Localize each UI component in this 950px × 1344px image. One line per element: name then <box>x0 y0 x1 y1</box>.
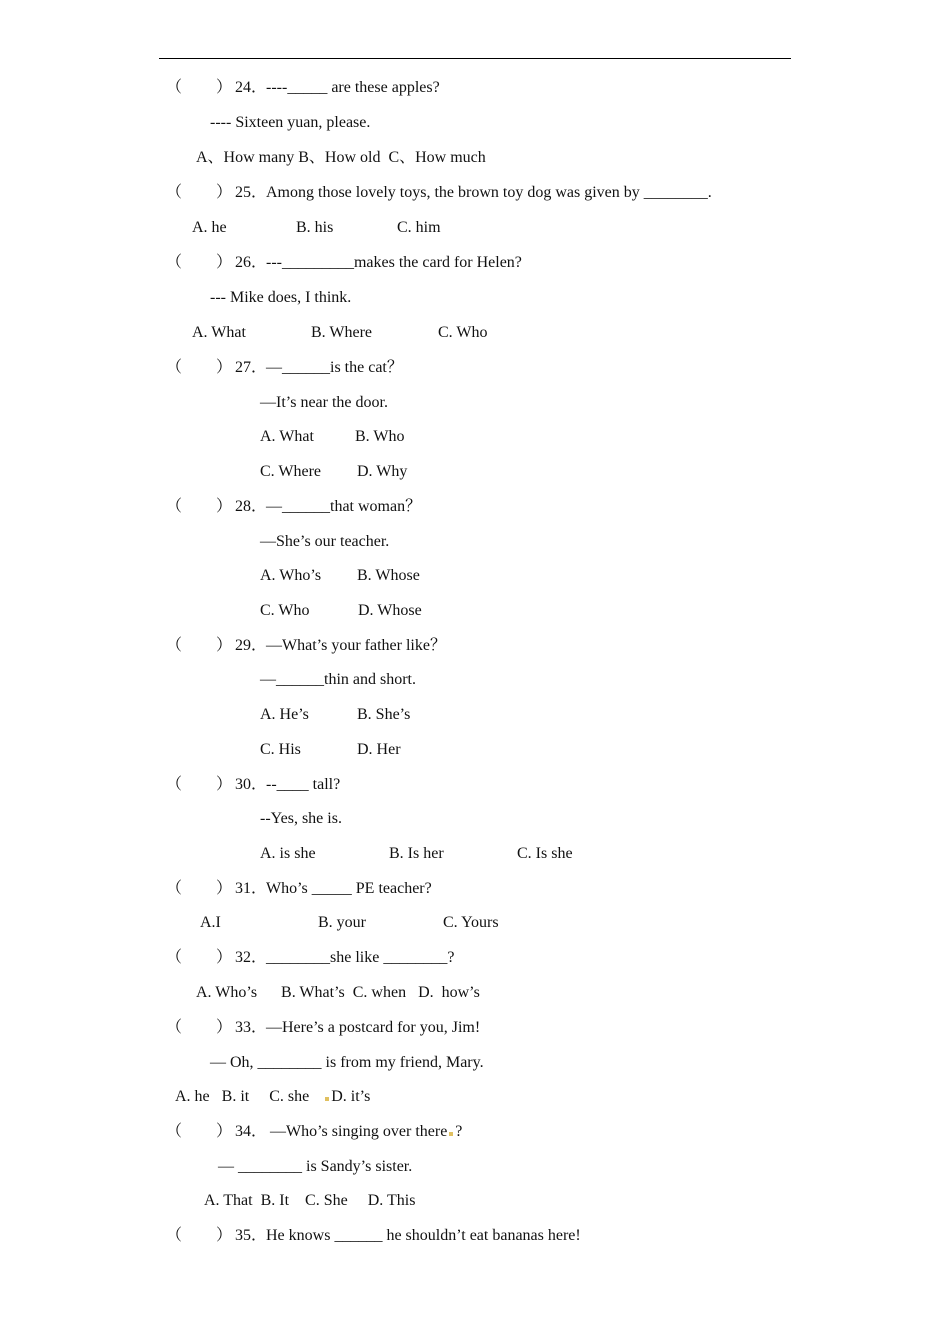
question-stem: ----_____ are these apples? <box>266 79 440 96</box>
q26-option-a: A. What <box>192 324 246 341</box>
answer-bracket[interactable]: （ ） <box>166 359 233 376</box>
answer-bracket[interactable]: （ ） <box>166 1227 233 1244</box>
answer-bracket[interactable]: （ ） <box>166 1019 233 1036</box>
q27-reply: —It’s near the door. <box>260 394 388 411</box>
q25-option-b: B. his <box>296 219 334 236</box>
answer-bracket[interactable]: （ ） <box>166 1123 233 1140</box>
q28-option-d: D. Whose <box>358 602 422 619</box>
q28-option-a: A. Who’s <box>260 567 322 584</box>
question-35 <box>166 1226 581 1306</box>
q26-option-c: C. Who <box>438 324 488 341</box>
highlight-marker <box>449 1132 453 1136</box>
question-stem: —______that woman？ <box>266 498 422 515</box>
answer-bracket[interactable]: （ ） <box>166 79 233 96</box>
q28-option-b: B. Whose <box>357 567 420 584</box>
answer-bracket[interactable]: （ ） <box>166 498 233 515</box>
question-number: 24． <box>235 79 268 96</box>
q29-option-b: B. She’s <box>357 706 411 723</box>
question-number: 27． <box>235 359 268 376</box>
q31-option-a: A.I <box>200 914 221 931</box>
question-stem: —What’s your father like？ <box>266 637 446 654</box>
answer-bracket[interactable]: （ ） <box>166 776 233 793</box>
q24-options: A、How many B、How old C、How much <box>196 149 486 166</box>
answer-bracket[interactable]: （ ） <box>166 184 233 201</box>
q24-reply: ---- Sixteen yuan, please. <box>210 114 371 131</box>
q29-option-d: D. Her <box>357 741 401 758</box>
q33-reply: — Oh, ________ is from my friend, Mary. <box>210 1054 484 1071</box>
question-stem: --____ tall? <box>266 776 341 793</box>
question-stem: ---_________makes the card for Helen? <box>266 254 522 271</box>
header-rule <box>159 58 791 59</box>
question-number: 33． <box>235 1019 268 1036</box>
question-number: 28． <box>235 498 268 515</box>
answer-bracket[interactable]: （ ） <box>166 880 233 897</box>
q32-options: A. Who’s B. What’s C. when D. how’s <box>196 984 480 1001</box>
q29-reply: —______thin and short. <box>260 671 416 688</box>
question-stem: —Here’s a postcard for you, Jim! <box>266 1019 481 1036</box>
question-stem: —Who’s singing over there ? <box>266 1123 463 1140</box>
answer-bracket[interactable]: （ ） <box>166 949 233 966</box>
question-number: 35． <box>235 1227 268 1244</box>
q27-option-a: A. What <box>260 428 314 445</box>
q30-option-b: B. Is her <box>389 845 444 862</box>
q26-reply: --- Mike does, I think. <box>210 289 352 306</box>
question-stem: He knows ______ he shouldn’t eat bananas here! <box>266 1227 581 1244</box>
question-number: 26． <box>235 254 268 271</box>
q29-option-c: C. His <box>260 741 301 758</box>
question-number: 30． <box>235 776 268 793</box>
q31-option-b: B. your <box>318 914 366 931</box>
q27-option-d: D. Why <box>357 463 408 480</box>
question-stem: Among those lovely toys, the brown toy dog was given by ________. <box>266 184 712 201</box>
q30-option-a: A. is she <box>260 845 316 862</box>
question-number: 32． <box>235 949 268 966</box>
q27-option-c: C. Where <box>260 463 322 480</box>
question-number: 34． <box>235 1123 268 1140</box>
question-stem: Who’s _____ PE teacher? <box>266 880 432 897</box>
q29-option-a: A. He’s <box>260 706 309 723</box>
q34-options: A. That B. It C. She D. This <box>204 1192 416 1209</box>
answer-bracket[interactable]: （ ） <box>166 254 233 271</box>
q30-reply: --Yes, she is. <box>260 810 342 827</box>
answer-bracket[interactable]: （ ） <box>166 637 233 654</box>
q33-options: A. he B. it C. she D. it’s <box>175 1088 371 1105</box>
q30-option-c: C. Is she <box>517 845 573 862</box>
question-number: 31． <box>235 880 268 897</box>
question-stem: ________she like ________? <box>266 949 455 966</box>
q28-reply: —She’s our teacher. <box>260 533 390 550</box>
q28-option-c: C. Who <box>260 602 310 619</box>
question-number: 29． <box>235 637 268 654</box>
q27-option-b: B. Who <box>355 428 405 445</box>
q25-option-a: A. he <box>192 219 227 236</box>
q34-reply: — ________ is Sandy’s sister. <box>218 1158 413 1175</box>
highlight-marker <box>325 1097 329 1101</box>
question-stem: —______is the cat？ <box>266 359 403 376</box>
question-number: 25． <box>235 184 268 201</box>
q25-option-c: C. him <box>397 219 441 236</box>
q31-option-c: C. Yours <box>443 914 499 931</box>
q26-option-b: B. Where <box>311 324 373 341</box>
